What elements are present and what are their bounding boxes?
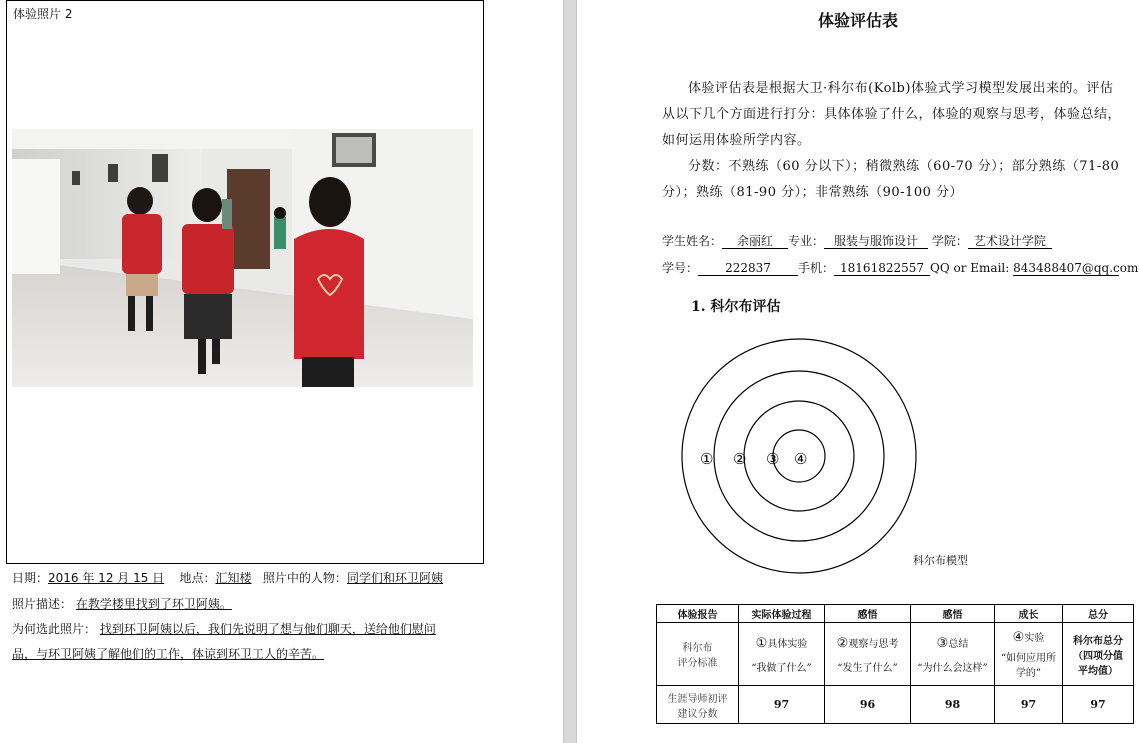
intro-p2: 分数：不熟练（60 分以下）；稍微熟练（60-70 分）；部分熟练（71-80 分）；熟练（81-90 分）；非常熟练（90-100 分） bbox=[662, 159, 1120, 200]
desc-label: 照片描述： bbox=[12, 597, 73, 611]
intro-p1: 体验评估表是根据大卫·科尔布(Kolb)体验式学习模型发展出来的。评估从以下几个方面进行打分：具体体验了什么，体验的观察与思考，体验总结，如何运用体验所学内容。 bbox=[662, 81, 1122, 148]
c2-mark: ② bbox=[836, 635, 849, 651]
c1-mark: ① bbox=[755, 635, 768, 651]
reason-label: 为何选此照片： bbox=[12, 622, 97, 636]
c2-title: 观察与思考 bbox=[848, 638, 899, 650]
c2-sub: “发生了什么” bbox=[837, 662, 898, 674]
people-value: 同学们和环卫阿姨 bbox=[346, 571, 443, 585]
date-value: 2016 年 12 月 15 日 bbox=[48, 571, 165, 585]
qq-value: 843488407@qq.com bbox=[1013, 261, 1139, 275]
header-cell: 感悟 bbox=[825, 605, 911, 623]
date-line bbox=[12, 569, 443, 586]
date-label: 日期： bbox=[12, 571, 49, 585]
standard-label-1: 科尔布 bbox=[682, 643, 713, 654]
standard-total-cell bbox=[1063, 623, 1134, 686]
score-cell: 98 bbox=[911, 686, 995, 724]
c1-title: 具体实验 bbox=[767, 638, 808, 650]
location-label: 地点： bbox=[179, 571, 216, 585]
kolb-caption: 科尔布模型 bbox=[913, 554, 968, 567]
section-title: 1. 科尔布评估 bbox=[691, 299, 781, 315]
score-label-1: 生涯导师初评 bbox=[667, 693, 728, 705]
reason-value-2: 品，与环卫阿姨了解他们的工作，体谅到环卫工人的辛苦。 bbox=[12, 647, 325, 661]
score-cell: 96 bbox=[825, 686, 911, 724]
c3-title: 总结 bbox=[948, 638, 969, 650]
photo-reason-line-1 bbox=[12, 620, 436, 637]
total-line-2: （四项分值 bbox=[1073, 650, 1123, 662]
photo-label: 体验照片 2 bbox=[13, 7, 73, 21]
phone-label: 手机： bbox=[798, 261, 835, 275]
c4-title: 实验 bbox=[1024, 633, 1045, 644]
header-cell: 总分 bbox=[1063, 605, 1134, 623]
desc-value: 在教学楼里找到了环卫阿姨。 bbox=[75, 597, 232, 611]
standard-cell-1 bbox=[739, 623, 825, 686]
c3-mark: ③ bbox=[936, 635, 949, 651]
page-title: 体验评估表 bbox=[817, 11, 898, 30]
standard-label-2: 评分标准 bbox=[677, 658, 718, 669]
name-label: 学生姓名： bbox=[662, 234, 723, 248]
intro-paragraph bbox=[662, 76, 1122, 206]
ring-label-1: ① bbox=[700, 450, 714, 468]
total-line-1: 科尔布总分 bbox=[1073, 635, 1123, 647]
header-cell: 感悟 bbox=[911, 605, 995, 623]
college-value: 艺术设计学院 bbox=[968, 234, 1052, 249]
score-cell: 97 bbox=[995, 686, 1063, 724]
people-label: 照片中的人物： bbox=[262, 571, 347, 585]
kolb-diagram bbox=[677, 338, 927, 582]
location-value: 汇知楼 bbox=[215, 571, 252, 585]
score-cell: 97 bbox=[739, 686, 825, 724]
photo-frame bbox=[6, 0, 484, 564]
experience-photo bbox=[12, 129, 473, 387]
college-label: 学院： bbox=[931, 234, 968, 248]
standard-cell-4 bbox=[995, 623, 1063, 686]
student-line-1 bbox=[662, 232, 1052, 249]
standard-cell-2 bbox=[825, 623, 911, 686]
qq-label: QQ or Email: bbox=[930, 261, 1010, 275]
major-label: 专业： bbox=[788, 234, 825, 248]
table-score-row bbox=[657, 686, 1134, 724]
ring-label-2: ② bbox=[733, 450, 747, 468]
score-label-cell bbox=[657, 686, 739, 724]
name-value: 余丽红 bbox=[722, 234, 788, 249]
photo-description-line bbox=[12, 595, 232, 612]
ring-label-4: ④ bbox=[794, 450, 808, 468]
table-header-row bbox=[657, 605, 1134, 623]
major-value: 服装与服饰设计 bbox=[824, 234, 928, 249]
standard-label-cell bbox=[657, 623, 739, 686]
c4-sub: “如何应用所学的” bbox=[1000, 653, 1057, 679]
total-line-3: 平均值） bbox=[1078, 665, 1118, 677]
header-cell: 体验报告 bbox=[657, 605, 739, 623]
evaluation-table bbox=[656, 604, 1134, 724]
id-label: 学号： bbox=[662, 261, 699, 275]
student-line-2 bbox=[662, 259, 1139, 276]
c3-sub: “为什么会这样” bbox=[917, 662, 988, 674]
id-value: 222837 bbox=[698, 261, 798, 276]
score-label-2: 建议分数 bbox=[677, 708, 718, 720]
standard-cell-3 bbox=[911, 623, 995, 686]
c1-sub: “我做了什么” bbox=[751, 662, 812, 674]
score-cell: 97 bbox=[1063, 686, 1134, 724]
photo-reason-line-2 bbox=[12, 645, 324, 662]
left-page bbox=[0, 0, 563, 743]
reason-value-1: 找到环卫阿姨以后，我们先说明了想与他们聊天，送给他们慰问 bbox=[99, 622, 436, 636]
header-cell: 实际体验过程 bbox=[739, 605, 825, 623]
right-page bbox=[577, 0, 1139, 743]
phone-value: 18161822557 bbox=[834, 261, 930, 276]
c4-mark: ④ bbox=[1012, 630, 1025, 645]
ring-label-3: ③ bbox=[766, 450, 780, 468]
table-standard-row bbox=[657, 623, 1134, 686]
header-cell: 成长 bbox=[995, 605, 1063, 623]
page-gutter bbox=[563, 0, 577, 743]
kolb-rings bbox=[677, 338, 927, 578]
photo-illustration bbox=[12, 129, 473, 387]
